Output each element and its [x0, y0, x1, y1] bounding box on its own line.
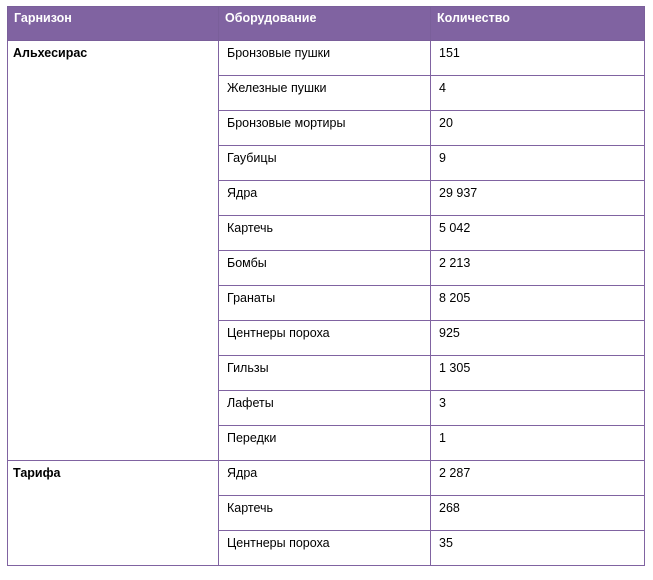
header-quantity: Количество [431, 7, 645, 41]
garrison-cell-continued [8, 321, 219, 356]
table-row [8, 216, 645, 251]
equipment-cell: Картечь [219, 216, 431, 251]
garrison-cell-continued [8, 496, 219, 531]
equipment-cell: Гранаты [219, 286, 431, 321]
quantity-cell: 268 [431, 496, 645, 531]
garrison-cell-continued [8, 286, 219, 321]
equipment-cell: Ядра [219, 461, 431, 496]
garrison-equipment-table [7, 6, 645, 566]
table-body [8, 41, 645, 566]
garrison-cell-continued [8, 216, 219, 251]
table-row [8, 41, 645, 76]
header-equipment: Оборудование [219, 7, 431, 41]
equipment-cell: Гаубицы [219, 146, 431, 181]
quantity-cell: 3 [431, 391, 645, 426]
garrison-cell-continued [8, 146, 219, 181]
table-row [8, 111, 645, 146]
equipment-cell: Картечь [219, 496, 431, 531]
garrison-cell-continued [8, 356, 219, 391]
quantity-cell: 20 [431, 111, 645, 146]
garrison-cell-continued [8, 426, 219, 461]
garrison-cell-continued [8, 251, 219, 286]
equipment-cell: Бронзовые мортиры [219, 111, 431, 146]
garrison-cell-continued [8, 76, 219, 111]
equipment-cell: Центнеры пороха [219, 531, 431, 566]
quantity-cell: 5 042 [431, 216, 645, 251]
table-row [8, 496, 645, 531]
header-garrison: Гарнизон [8, 7, 219, 41]
quantity-cell: 151 [431, 41, 645, 76]
quantity-cell: 8 205 [431, 286, 645, 321]
table-row [8, 461, 645, 496]
quantity-cell: 2 213 [431, 251, 645, 286]
equipment-cell: Передки [219, 426, 431, 461]
equipment-cell: Железные пушки [219, 76, 431, 111]
table-row [8, 321, 645, 356]
garrison-cell-continued [8, 111, 219, 146]
table-row [8, 181, 645, 216]
quantity-cell: 1 [431, 426, 645, 461]
table-row [8, 391, 645, 426]
garrison-name: Тарифа [8, 461, 219, 496]
garrison-cell-continued [8, 531, 219, 566]
quantity-cell: 925 [431, 321, 645, 356]
table-row [8, 146, 645, 181]
quantity-cell: 1 305 [431, 356, 645, 391]
table-row [8, 251, 645, 286]
equipment-cell: Ядра [219, 181, 431, 216]
equipment-cell: Лафеты [219, 391, 431, 426]
table-row [8, 356, 645, 391]
equipment-cell: Центнеры пороха [219, 321, 431, 356]
table-row [8, 426, 645, 461]
equipment-cell: Гильзы [219, 356, 431, 391]
garrison-cell-continued [8, 391, 219, 426]
table-row [8, 531, 645, 566]
quantity-cell: 2 287 [431, 461, 645, 496]
table-header [8, 7, 645, 41]
quantity-cell: 4 [431, 76, 645, 111]
garrison-cell-continued [8, 181, 219, 216]
header-row [8, 7, 645, 41]
garrison-name: Альхесирас [8, 41, 219, 76]
table-row [8, 76, 645, 111]
quantity-cell: 35 [431, 531, 645, 566]
table-row [8, 286, 645, 321]
equipment-cell: Бомбы [219, 251, 431, 286]
quantity-cell: 9 [431, 146, 645, 181]
equipment-cell: Бронзовые пушки [219, 41, 431, 76]
quantity-cell: 29 937 [431, 181, 645, 216]
